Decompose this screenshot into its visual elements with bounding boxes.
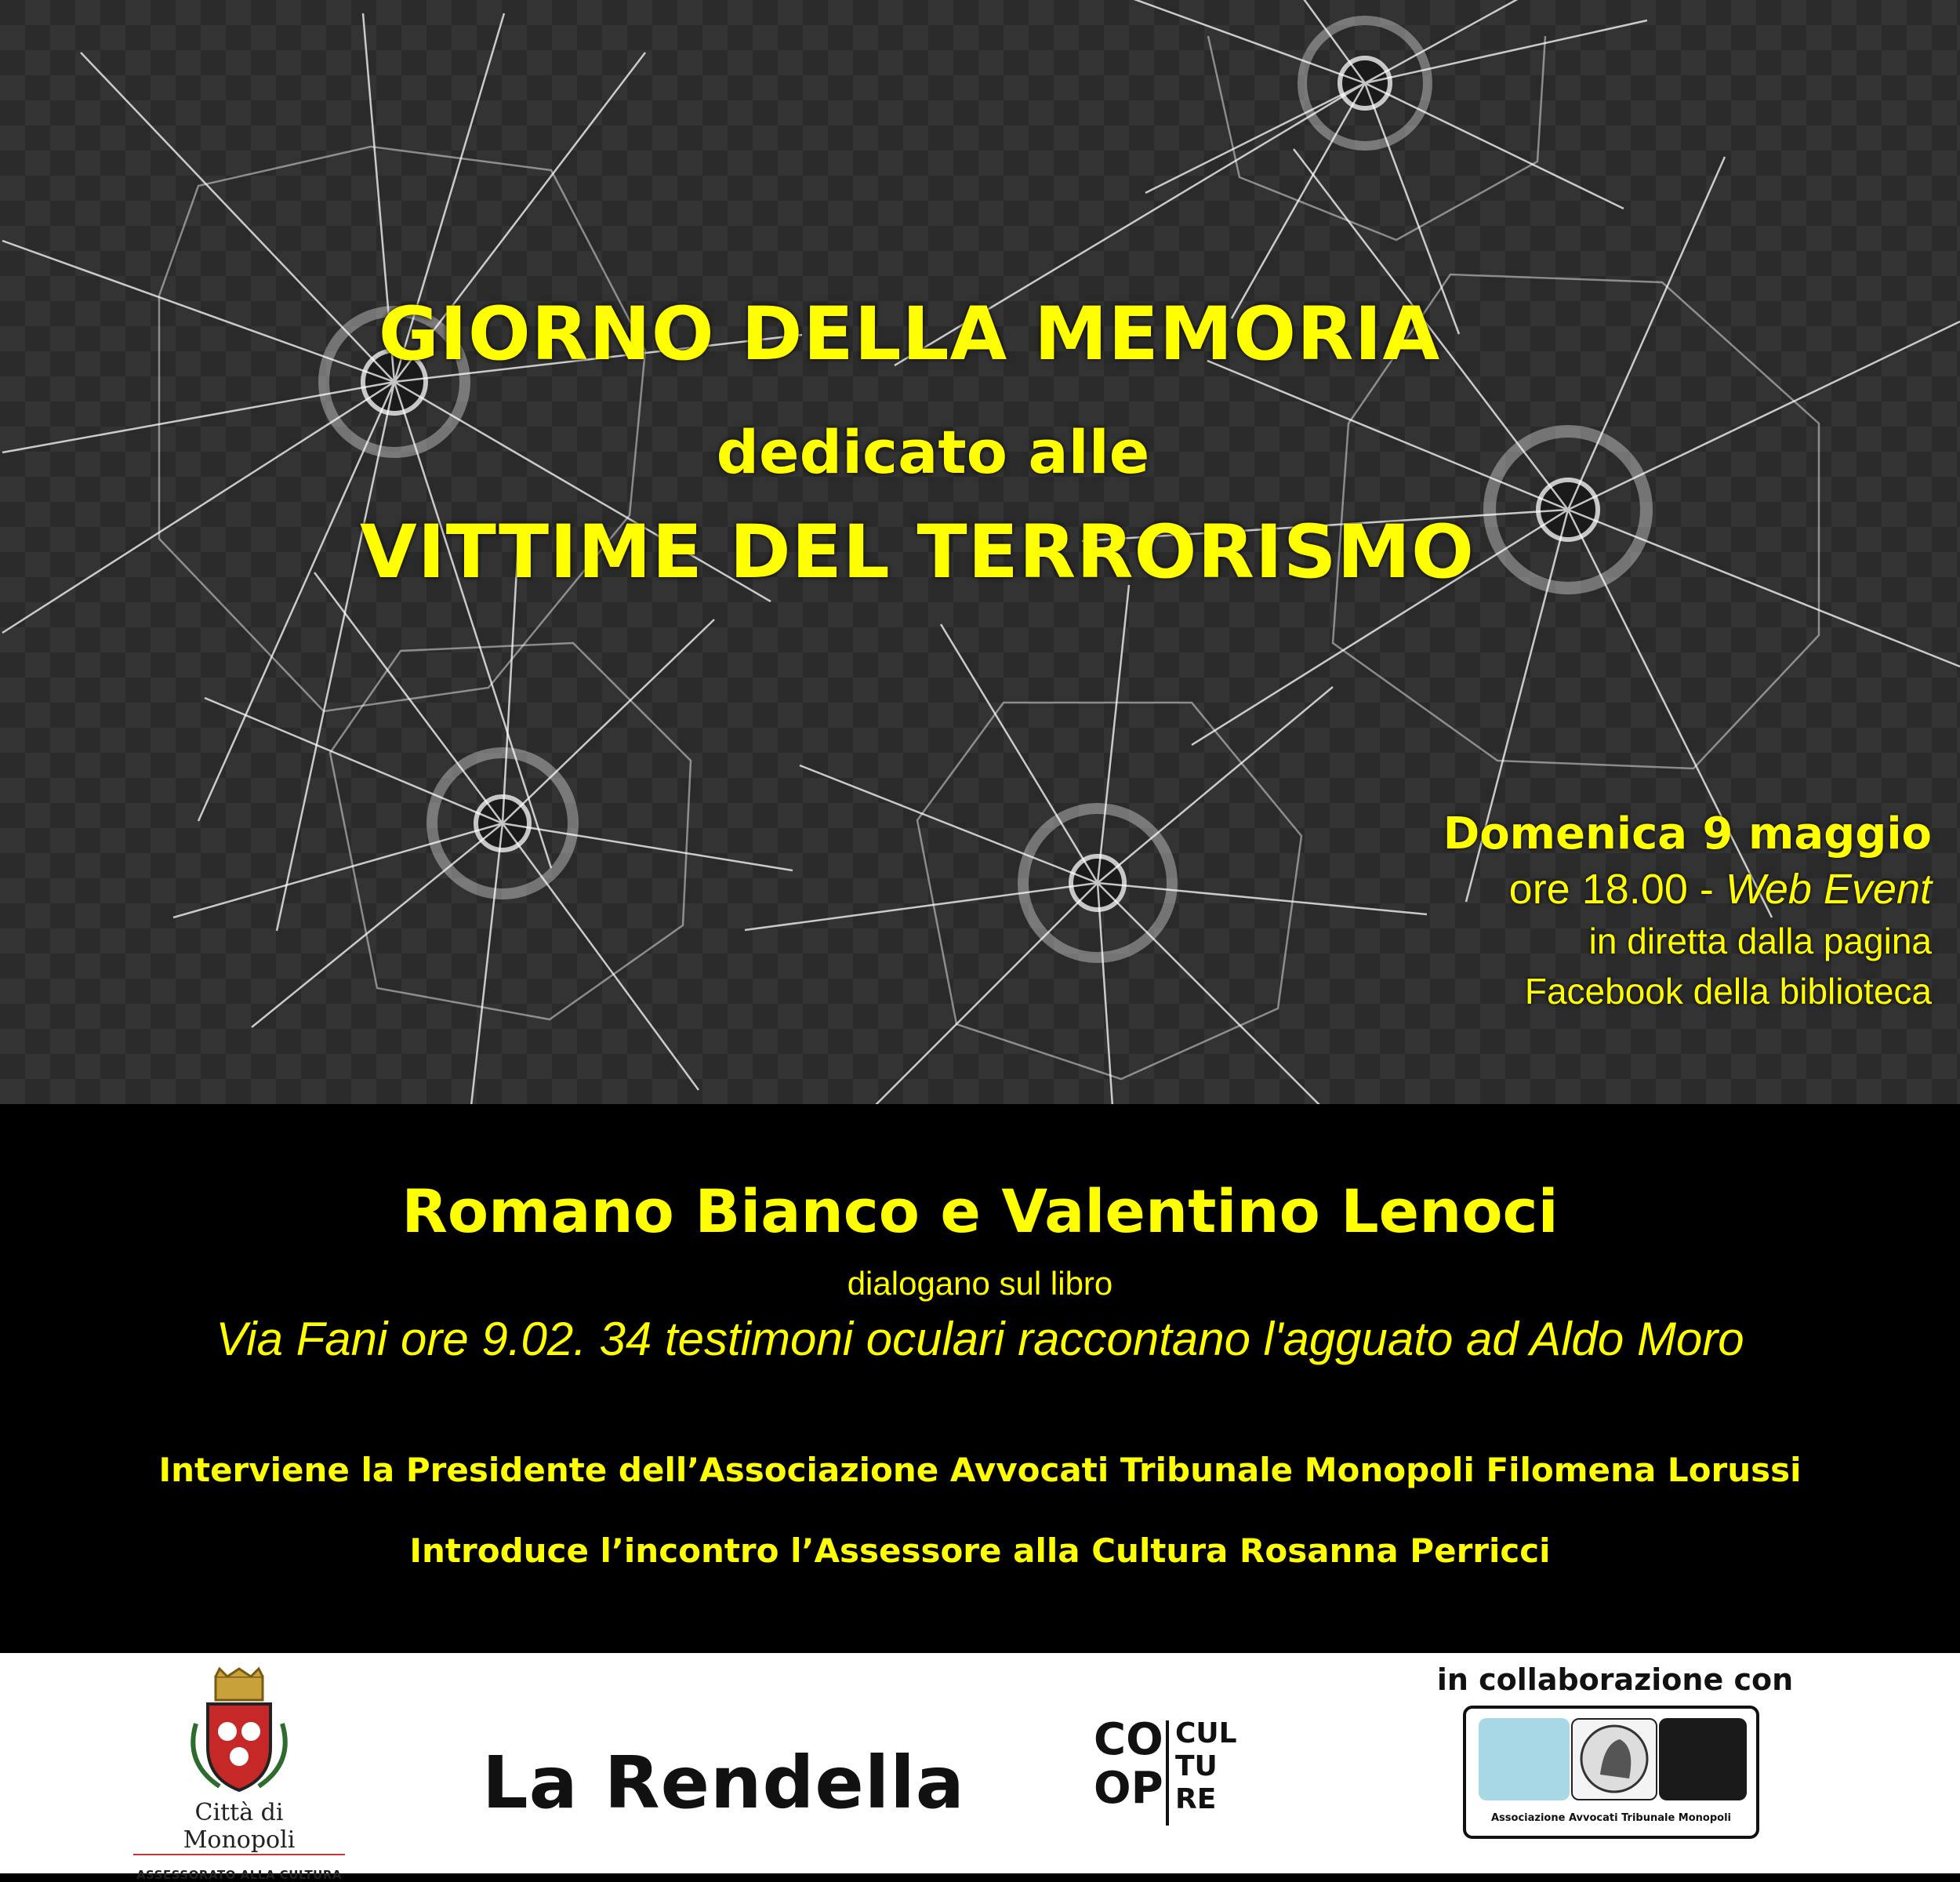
- title-line-1: GIORNO DELLA MEMORIA: [378, 292, 1441, 377]
- event-time: [1148, 863, 1932, 916]
- coop-left-line: CO: [1094, 1714, 1163, 1765]
- title-line-2: dedicato alle: [716, 417, 1150, 487]
- coop-left-line: OP: [1094, 1763, 1163, 1814]
- speaker-line-2: Introduce l’incontro l’Assessore alla Cultura Rosanna Perricci: [409, 1531, 1551, 1570]
- medallion-icon: [1571, 1718, 1657, 1800]
- coop-right-line: CUL: [1175, 1717, 1237, 1749]
- monopoli-subtitle: ASSESSORATO ALLA CULTURA: [136, 1868, 343, 1882]
- dialog-text: dialogano sul libro: [847, 1265, 1113, 1302]
- title-line-3: VITTIME DEL TERRORISMO: [360, 510, 1475, 595]
- event-date: Domenica 9 maggio: [1443, 808, 1932, 859]
- book-title: Via Fani ore 9.02. 34 testimoni oculari raccontano l'agguato ad Aldo Moro: [216, 1313, 1744, 1365]
- coop-left-text: [1094, 1716, 1163, 1813]
- event-info: [1148, 806, 1932, 1016]
- event-line-1: in diretta dalla pagina: [1588, 921, 1932, 961]
- collab-association-name: Associazione Avvocati Tribunale Monopoli: [1490, 1812, 1731, 1824]
- coop-right-line: RE: [1175, 1783, 1217, 1815]
- bullet-hole: [173, 541, 793, 1106]
- collab-label: in collaborazione con: [1436, 1662, 1794, 1697]
- monopoli-name: Città di Monopoli: [133, 1799, 345, 1855]
- event-time-text: ore 18.00 -: [1508, 866, 1726, 913]
- logo-block-blue: [1479, 1718, 1570, 1800]
- coop-right-text: [1175, 1717, 1237, 1816]
- speaker-line-1: Interviene la Presidente dell’Associazione Avvocati Tribunale Monopoli Filomena Lorussi: [158, 1451, 1802, 1489]
- coop-culture-logo: [1094, 1716, 1235, 1833]
- coop-right-line: TU: [1175, 1750, 1218, 1782]
- event-mode: Web Event: [1725, 866, 1932, 913]
- la-rendella-logo: La Rendella: [482, 1741, 965, 1825]
- speakers-heading: Romano Bianco e Valentino Lenoci: [401, 1176, 1559, 1246]
- citta-monopoli-logo: [133, 1669, 345, 1882]
- logo-block-black: [1659, 1718, 1747, 1800]
- program-section: [0, 1104, 1960, 1653]
- medallion-portrait-icon: [1573, 1720, 1656, 1799]
- crest-icon: [172, 1669, 306, 1802]
- avvocati-association-logo: [1463, 1706, 1759, 1839]
- event-line-2: Facebook della biblioteca: [1524, 971, 1932, 1012]
- coop-divider: [1166, 1720, 1169, 1826]
